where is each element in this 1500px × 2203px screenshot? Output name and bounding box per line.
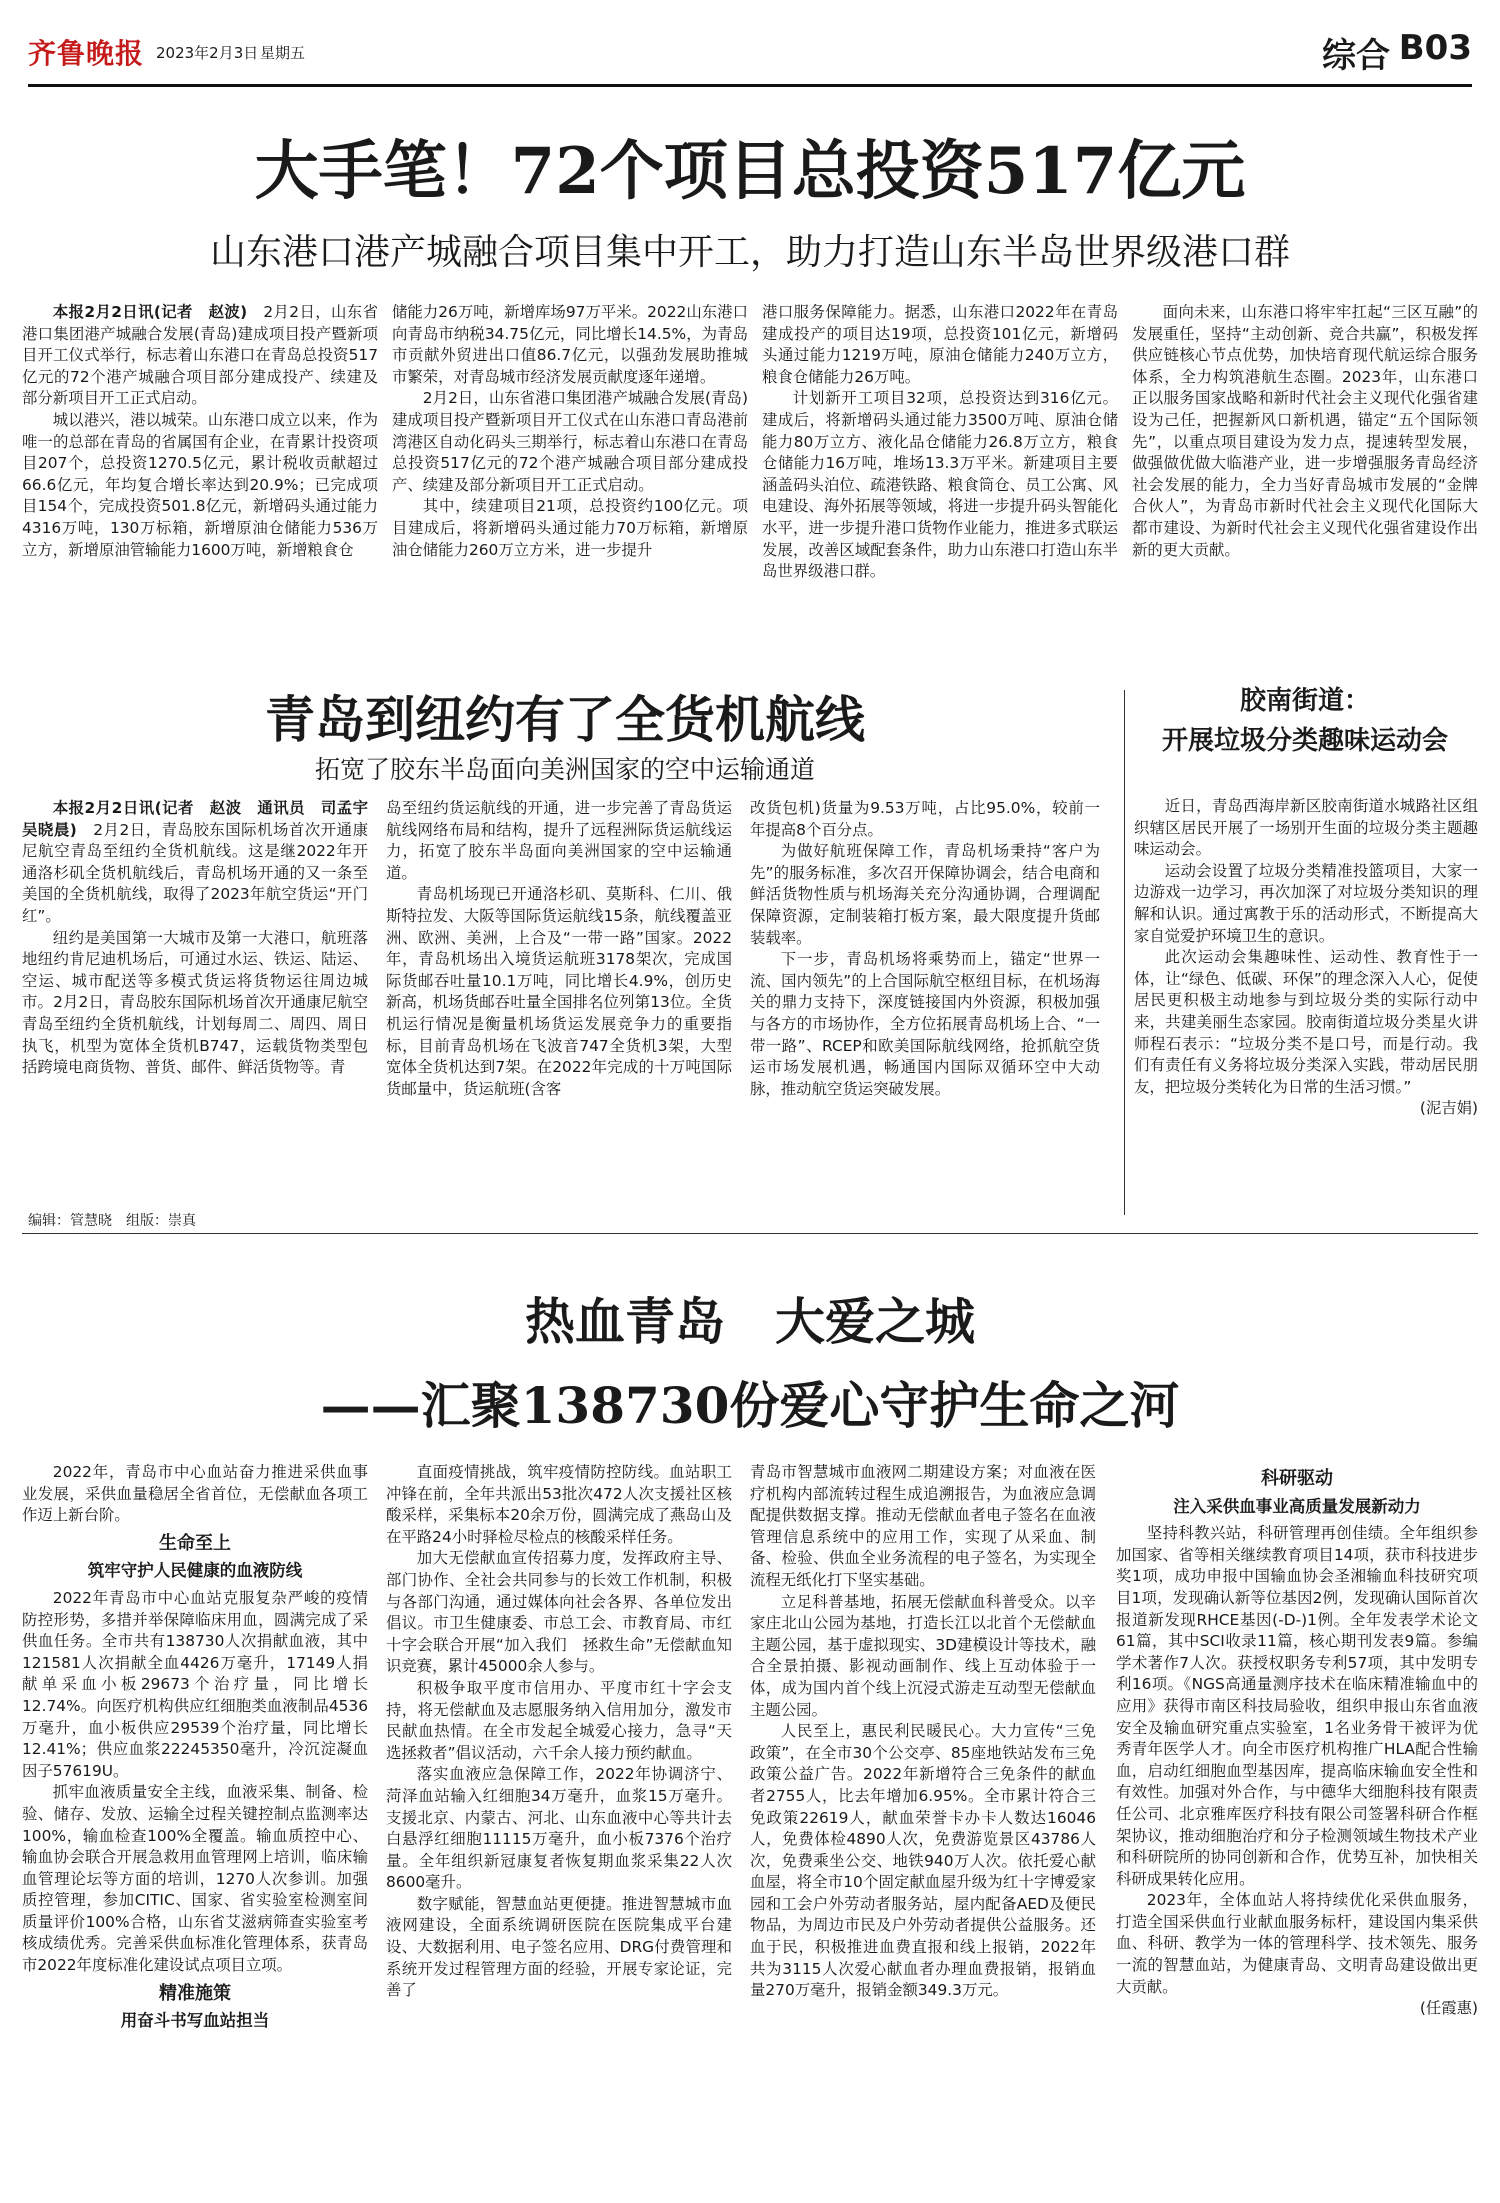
issue-weekday: 星期五 (260, 44, 306, 62)
article4-title-line1: 热血青岛 大爱之城 (525, 1292, 975, 1351)
article1-subtitle: 山东港口港产城融合项目集中开工，助力打造山东半岛世界级港口群 (209, 232, 1290, 273)
article1-col3: 港口服务保障能力。据悉，山东港口2022年在青岛建成投产的项目达19项，总投资101亿元，新增码头通过能力1219万吨，原油仓储能力240万立方，粮食仓储能力26万吨。 计划新开工项目32项，总投资达到316亿元。建成后，将新增码头通过能力3500万吨、原油仓储能力80万立方、液化品仓储能力26.8万立方，粮食仓储能力16万吨，堆场13.3万平米。新建项目主要涵盖码头泊位、疏港铁路、粮食筒仓、员工公寓、风电建设、海外拓展等领域，将进一步提升码头智能化水平，进一步提升港口货物作业能力，推进多式联运发展，改善区域配套条件，助力山东港口打造山东半岛世界级港口群。 (762, 303, 1118, 581)
article4-col3: 青岛市智慧城市血液网二期建设方案；对血液在医疗机构内部流转过程生成追溯报告，为血液应急调配提供数据支撑。推动无偿献血者电子签名在血液管理信息系统中的应用工作，实现了从采血、制备、检验、供血全业务流程的电子签名，为实现全流程无纸化打下坚实基础。 立足科普基地，拓展无偿献血科普受众。以辛家庄北山公园为基地，打造长江以北首个无偿献血主题公园，基于虚拟现实、3D建模设计等技术，融合全景拍摄、影视动画制作、线上互动体验于一体，成为国内首个线上沉浸式游走互动型无偿献血主题公园。 人民至上，惠民利民暖民心。大力宣传“三免政策”，在全市30个公交亭、85座地铁站发布三免政策公益广告。2022年新增符合三免条件的献血者2755人，比去年增加6.95%。全市累计符合三免政策22619人，献血荣誉卡办卡人数达16046人，免费体检4890人次，免费游览景区43786人次，免费乘坐公交、地铁940万人次。依托爱心献血屋，将全市10个固定献血屋升级为红十字博爱家园和工会户外劳动者服务站，屋内配备AED及便民物品，为周边市民及户外劳动者提供公益服务。还血于民，积极推进血费直报和线上报销，2022年共为3115人次爱心献血者办理血费报销，报销血量270万毫升，报销金额349.3万元。 (750, 1463, 1096, 2000)
article1-col2: 储能力26万吨，新增库场97万平米。2022山东港口向青岛市纳税34.75亿元，同比增长14.5%，为青岛市贡献外贸进出口值86.7亿元，以强劲发展助推城市繁荣，对青岛城市经济发展贡献度逐年递增。 2月2日，山东省港口集团港产城融合发展(青岛)建成项目投产暨新项目开工仪式在山东港口青岛港前湾港区自动化码头三期举行，标志着山东港口在青岛总投资517亿元的72个港产城融合项目部分建成投产、续建及部分新项目开工正式启动。 其中，续建项目21项，总投资约100亿元。项目建成后，将新增码头通过能力70万标箱，新增原油仓储能力260万立方米，进一步提升 (392, 303, 748, 559)
article4-subhead-6: 注入采供血事业高质量发展新动力 (1173, 1496, 1421, 1516)
article4-subhead-4: 用奋斗书写血站担当 (120, 2011, 270, 2031)
article3-title-line2: 开展垃圾分类趣味运动会 (1161, 726, 1448, 756)
article4-title-line2: ——汇聚138730份爱心守护生命之河 (320, 1376, 1180, 1435)
article4-subhead-3: 精准施策 (159, 1982, 231, 2004)
article2-col2: 岛至纽约货运航线的开通，进一步完善了青岛货运航线网络布局和结构，提升了远程洲际货运航线运力，拓宽了胶东半岛面向美洲国家的空中运输通道。 青岛机场现已开通洛杉矶、莫斯科、仁川、俄斯特拉发、大阪等国际货运航线15条，航线覆盖亚洲、欧洲、美洲，上合及“一带一路”国家。2022年，青岛机场出入境货运航班3178架次，完成国际货邮吞吐量10.1万吨，同比增长4.9%，创历史新高，机场货邮吞吐量全国排名位列第13位。全货机运行情况是衡量机场货运发展竞争力的重要指标，目前青岛机场在飞波音747全货机3架，大型宽体全货机达到7架。在2022年完成的十万吨国际货邮量中，货运航班(含客 (386, 799, 732, 1098)
article1-byline: 本报2月2日讯(记者 赵波) (52, 303, 248, 321)
article4-subhead-5: 科研驱动 (1261, 1468, 1333, 1489)
article4-col2: 直面疫情挑战，筑牢疫情防控防线。血站职工冲锋在前，全年共派出53批次472人次支援社区核酸采样，采集标本20余万份，圆满完成了燕岛山及在平路24小时驿检尽检点的核酸采样任务。 加大无偿献血宣传招募力度，发挥政府主导、部门协作、全社会共同参与的长效工作机制，积极与各部门沟通，通过媒体向社会各界、各单位发出倡议。市卫生健康委、市总工会、市教育局、市红十字会联合开展“加入我们 拯救生命”无偿献血知识竞赛，累计45000余人参与。 积极争取平度市信用办、平度市红十字会支持，将无偿献血及志愿服务纳入信用加分，激发市民献血热情。在全市发起全城爱心接力，急寻“天选拯救者”倡议活动，六千余人接力预约献血。 落实血液应急保障工作，2022年协调济宁、菏泽血站输入红细胞34万毫升，血浆15万毫升。支援北京、内蒙古、河北、山东血液中心等共计去白悬浮红细胞11115万毫升，血小板7376个治疗量。全年组织新冠康复者恢复期血浆采集22人次8600毫升。 数字赋能，智慧血站更便捷。推进智慧城市血液网建设，全面系统调研医院在医院集成平台建设、大数据利用、电子签名应用、DRG付费管理和系统开发过程管理方面的经验，开展专家论证，完善了 (386, 1463, 732, 2000)
article4-col1: 2022年，青岛市中心血站奋力推进采供血事业发展，采供血量稳居全省首位，无偿献血各项工作迈上新台阶。 生命至上 筑牢守护人民健康的血液防线 2022年青岛市中心血站克服复杂严峻的疫情防控形势，多措并举保障临床用血，圆满完成了采供血任务。全市共有138730人次捐献血液，其中121581人次捐献全血4426万毫升，17149人捐献单采血小板29673个治疗量，同比增长12.74%。向医疗机构供应红细胞类血液制品4536万毫升，血小板供应29539个治疗量，同比增长12.41%；供应血浆22245350毫升，冷沉淀凝血因子57619U。 抓牢血液质量安全主线，血液采集、制备、检验、储存、发放、运输全过程关键控制点监测率达100%，输血检查100%全覆盖。输血质控中心、输血协会联合开展急救用血管理网上培训，临床输血管理论坛等方面的培训，1270人次参训。加强质控管理，参加CITIC、国家、省实验室检测室间质量评价100%合格，山东省艾滋病筛查实验室考核成绩优秀。完善采供血标准化管理体系，获青岛市2022年度标准化建设试点项目立项。 精准施策 用奋斗书写血站担当 (22, 1463, 368, 2031)
article2-subtitle: 拓宽了胶东半岛面向美洲国家的空中运输通道 (314, 755, 815, 784)
article1-col1: 本报2月2日讯(记者 赵波) 2月2日，山东省港口集团港产城融合发展(青岛)建成项目投产暨新项目开工仪式举行，标志着山东港口在青岛总投资517亿元的72个港产城融合项目部分建成投产、续建及部分新项目开工正式启动。 城以港兴，港以城荣。山东港口成立以来，作为唯一的总部在青岛的省属国有企业，在青累计投资项目207个，总投资1270.5亿元，累计税收贡献超过66.6亿元，年均复合增长率达到20.9%；已完成项目154个，完成投资501.8亿元，新增码头通过能力4316万吨，130万标箱，新增原油仓储能力536万立方，新增原油管输能力1600万吨，新增粮食仓 (22, 303, 378, 559)
page-number: B03 (1398, 28, 1472, 68)
article1-col4: 面向未来，山东港口将牢牢扛起“三区互融”的发展重任，坚持“主动创新、竞合共赢”，积极发挥供应链核心节点优势，加快培育现代航运综合服务体系，全力构筑港航生态圈。2023年，山东港口正以服务国家战略和新时代社会主义现代化强省建设为己任，把握新风口新机遇，锚定“五个国际领先”，以重点项目建设为发力点，提速转型发展，做强做优做大临港产业，进一步增强服务青岛经济社会发展的能力，全力当好青岛城市发展的“金牌合伙人”，为青岛市新时代社会主义现代化国际大都市建设、为新时代社会主义现代化强省建设作出新的更大贡献。 (1132, 303, 1478, 559)
article4-subhead-2: 筑牢守护人民健康的血液防线 (87, 1561, 303, 1581)
article3-signature: (泥吉娟) (1419, 1099, 1478, 1118)
article4-signature: (任霞惠) (1419, 1999, 1478, 2018)
section-divider (22, 1233, 1478, 1234)
editor-credit: 编辑：管慧晓 组版：崇真 (28, 1213, 196, 1229)
article4-subhead-1: 生命至上 (159, 1532, 231, 1554)
article4-col4: 科研驱动 注入采供血事业高质量发展新动力 坚持科教兴站，科研管理再创佳绩。全年组织参加国家、省等相关继续教育项目14项，获市科技进步奖1项，成功申报中国输血协会圣湘输血科技研究项目1项，发现确认新等位基因2例，发现确认国际首次报道新发现RHCE基因(-D-)1例。全年发表学术论文61篇，其中SCI收录11篇，核心期刊发表9篇。参编学术著作7人次。获授权职务专利57项，其中发明专利16项。《NGS高通量测序技术在临床精准输血中的应用》获得市南区科技局验收，组织申报山东省血液安全及输血研究重点实验室，1名业务骨干被评为优秀青年医学人才。向全市医疗机构推广HLA配合性输血，启动红细胞血型基因库，提高临床输血安全性和有效性。加强对外合作，与中德华大细胞科技有限责任公司、北京雅库医疗科技有限公司签署科研合作框架协议，推动细胞治疗和分子检测领域生物技术产业和科研院所的协同创新和合作，优势互补，加快相关科研成果转化应用。 2023年，全体血站人将持续优化采供血服务，打造全国采供血行业献血服务标杆，建设国内集采供血、科研、教学为一体的管理科学、技术领先、服务一流的智慧血站，为健康青岛、文明青岛建设做出更大贡献。 (任霞惠) (1116, 1462, 1478, 2182)
article1-title: 大手笔！72个项目总投资517亿元 (254, 134, 1246, 209)
page-header (28, 22, 1472, 80)
article2-byline: 本报2月2日讯(记者 赵波 通讯员 司孟宇 吴晓晨) (22, 799, 384, 839)
article2-col1: 本报2月2日讯(记者 赵波 通讯员 司孟宇 吴晓晨) 2月2日，青岛胶东国际机场首次开通康尼航空青岛至纽约全货机航线。这是继2022年开通洛杉矶全货机航线后，青岛机场开通的又一条至美国的全货机航线，取得了2023年航空货运“开门红”。 纽约是美国第一大城市及第一大港口，航班落地纽约肯尼迪机场后，可通过水运、铁运、陆运、空运、城市配送等多模式货运将货物运往周边城市。2月2日，青岛胶东国际机场首次开通康尼航空青岛至纽约全货机航线，计划每周二、周四、周日执飞，机型为宽体全货机B747，运载货物类型包括跨境电商货物、普货、邮件、鲜活货物等。青 (22, 799, 384, 1077)
masthead-logo: 齐鲁晚报 (28, 37, 145, 70)
article2-col3: 改货包机)货量为9.53万吨，占比95.0%，较前一年提高8个百分点。 为做好航班保障工作，青岛机场秉持“客户为先”的服务标准，多次召开保障协调会，结合电商和鲜活货物性质与机场海关充分沟通协调，合理调配保障资源，定制装箱打板方案，最大限度提升货邮装载率。 下一步，青岛机场将乘势而上，锚定“世界一流、国内领先”的上合国际航空枢纽目标，在机场海关的鼎力支持下，深度链接国内外资源，积极加强与各方的市场协作，全方位拓展青岛机场上合、“一带一路”、RCEP和欧美国际航线网络，抢抓航空货运市场发展机遇，畅通国内国际双循环空中大动脉，推动航空货运突破发展。 (750, 799, 1100, 1098)
header-rule (28, 84, 1472, 87)
article2-title: 青岛到纽约有了全货机航线 (265, 690, 865, 749)
column-divider (1124, 690, 1125, 1215)
article3-title-line1: 胶南街道： (1239, 686, 1370, 716)
article3-body: 近日，青岛西海岸新区胶南街道水城路社区组织辖区居民开展了一场别开生面的垃圾分类主题趣味运动会。 运动会设置了垃圾分类精准投篮项目，大家一边游戏一边学习，再次加深了对垃圾分类知识的理解和认识。通过寓教于乐的活动形式，不断提高大家自觉爱护环境卫生的意识。 此次运动会集趣味性、运动性、教育性于一体，让“绿色、低碳、环保”的理念深入人心，促使居民更积极主动地参与到垃圾分类的实际行动中来，共建美丽生态家园。胶南街道垃圾分类星火讲师程石表示：“垃圾分类不是口号，而是行动。我们有责任有义务将垃圾分类深入实践，带动居民朋友，把垃圾分类转化为日常的生活习惯。” (泥吉娟) (1134, 796, 1478, 1196)
section-name: 综合 (1322, 36, 1390, 76)
issue-date: 2023年2月3日 (156, 44, 259, 62)
